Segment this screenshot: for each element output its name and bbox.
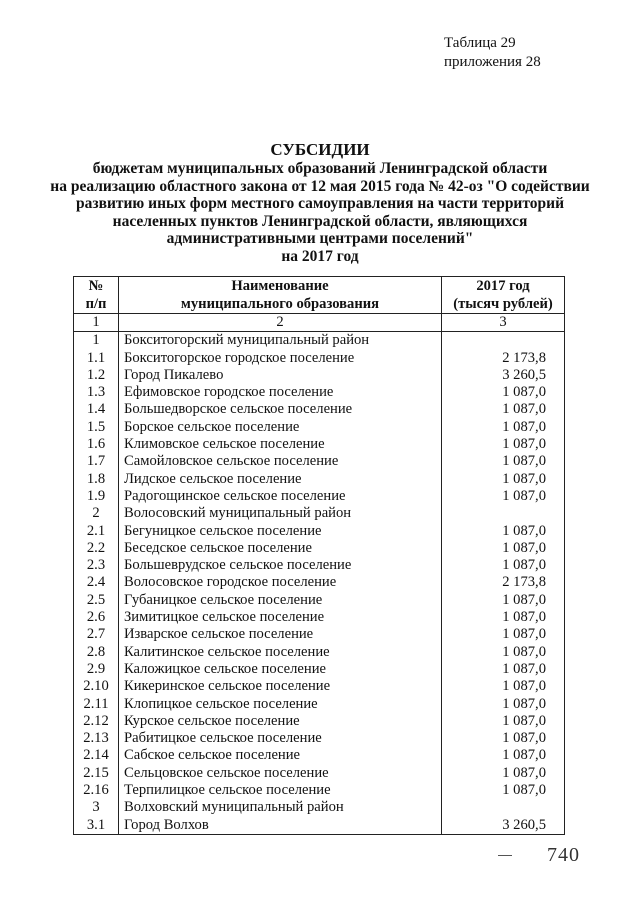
row-name: Сабское сельское поселение	[119, 747, 442, 764]
row-name: Волосовское городское поселение	[119, 574, 442, 591]
row-number: 2.6	[74, 609, 119, 626]
heading-line: на реализацию областного закона от 12 мая 2015 года № 42-оз "О содействии	[50, 177, 590, 195]
row-number: 2	[74, 505, 119, 522]
column-number: 1	[74, 314, 119, 332]
row-name: Бокситогорское городское поселение	[119, 350, 442, 367]
row-number: 2.12	[74, 713, 119, 730]
row-name: Рабитицкое сельское поселение	[119, 730, 442, 747]
row-value: 1 087,0	[442, 436, 565, 453]
column-number: 2	[119, 314, 442, 332]
row-number: 3	[74, 799, 119, 816]
row-number: 1.4	[74, 401, 119, 418]
row-name: Терпилицкое сельское поселение	[119, 782, 442, 799]
row-name: Радогощинское сельское поселение	[119, 488, 442, 505]
appendix-reference: приложения 28	[444, 54, 541, 70]
row-name: Бокситогорский муниципальный район	[119, 332, 442, 350]
row-name: Самойловское сельское поселение	[119, 453, 442, 470]
row-name: Город Пикалево	[119, 367, 442, 384]
row-number: 2.2	[74, 540, 119, 557]
row-value: 1 087,0	[442, 661, 565, 678]
row-name: Губаницкое сельское поселение	[119, 592, 442, 609]
row-name: Сельцовское сельское поселение	[119, 765, 442, 782]
table-row	[74, 626, 565, 643]
table-row	[74, 436, 565, 453]
table-reference	[444, 34, 541, 72]
header-name-line2: муниципального образования	[180, 296, 380, 312]
table-row	[74, 574, 565, 591]
table-row	[74, 730, 565, 747]
table-row	[74, 661, 565, 678]
page-number: 740	[547, 844, 580, 866]
row-value: 1 087,0	[442, 747, 565, 764]
row-number: 1.8	[74, 471, 119, 488]
table-row	[74, 644, 565, 661]
row-name: Зимитицкое сельское поселение	[119, 609, 442, 626]
document-heading	[40, 140, 600, 265]
row-value: 1 087,0	[442, 401, 565, 418]
row-value: 1 087,0	[442, 644, 565, 661]
table-row	[74, 332, 565, 350]
table-row	[74, 678, 565, 695]
table-header-row	[74, 277, 565, 314]
header-value-line1: 2017 год	[476, 278, 530, 294]
row-value: 1 087,0	[442, 765, 565, 782]
table-row	[74, 782, 565, 799]
row-value: 1 087,0	[442, 713, 565, 730]
table-row	[74, 350, 565, 367]
heading-line: бюджетам муниципальных образований Ленинградской области	[92, 160, 548, 177]
header-value-line2: (тысяч рублей)	[453, 296, 553, 312]
row-value: 2 173,8	[442, 574, 565, 591]
row-number: 2.16	[74, 782, 119, 799]
row-number: 2.1	[74, 523, 119, 540]
row-value: 1 087,0	[442, 609, 565, 626]
row-number: 1.6	[74, 436, 119, 453]
row-number: 1	[74, 332, 119, 350]
header-name	[119, 277, 442, 314]
table-row	[74, 557, 565, 574]
table-row	[74, 799, 565, 816]
header-value	[442, 277, 565, 314]
table-row	[74, 523, 565, 540]
table-row	[74, 453, 565, 470]
row-number: 2.11	[74, 696, 119, 713]
row-name: Борское сельское поселение	[119, 419, 442, 436]
row-name: Каложицкое сельское поселение	[119, 661, 442, 678]
row-value: 1 087,0	[442, 626, 565, 643]
table-row	[74, 765, 565, 782]
row-value: 2 173,8	[442, 350, 565, 367]
row-value: 1 087,0	[442, 384, 565, 401]
row-value: 1 087,0	[442, 592, 565, 609]
column-number-row	[74, 314, 565, 332]
row-name: Беседское сельское поселение	[119, 540, 442, 557]
header-num-line1: №	[88, 278, 104, 294]
row-value: 1 087,0	[442, 419, 565, 436]
table-row	[74, 817, 565, 835]
heading-line: на 2017 год	[281, 247, 359, 265]
row-number: 3.1	[74, 817, 119, 835]
row-number: 2.8	[74, 644, 119, 661]
row-number: 2.15	[74, 765, 119, 782]
heading-line: развитию иных форм местного самоуправления на части территорий	[75, 195, 565, 212]
table-row	[74, 540, 565, 557]
table-row	[74, 419, 565, 436]
row-name: Ефимовское городское поселение	[119, 384, 442, 401]
row-value: 1 087,0	[442, 523, 565, 540]
table-row	[74, 592, 565, 609]
header-num	[74, 277, 119, 314]
row-name: Курское сельское поселение	[119, 713, 442, 730]
row-name: Волосовский муниципальный район	[119, 505, 442, 522]
heading-line: населенных пунктов Ленинградской области, являющихся	[112, 212, 528, 230]
row-number: 1.9	[74, 488, 119, 505]
row-name: Большедворское сельское поселение	[119, 401, 442, 418]
table-row	[74, 609, 565, 626]
table-row	[74, 384, 565, 401]
table-row	[74, 713, 565, 730]
row-name: Город Волхов	[119, 817, 442, 835]
row-number: 1.7	[74, 453, 119, 470]
table-row	[74, 747, 565, 764]
row-number: 1.1	[74, 350, 119, 367]
row-value: 1 087,0	[442, 557, 565, 574]
table-body	[74, 314, 565, 835]
row-number: 2.3	[74, 557, 119, 574]
row-number: 2.5	[74, 592, 119, 609]
row-number: 2.9	[74, 661, 119, 678]
table-row	[74, 471, 565, 488]
row-value	[442, 332, 565, 350]
table-number: Таблица 29	[444, 35, 516, 51]
row-name: Волховский муниципальный район	[119, 799, 442, 816]
row-number: 2.7	[74, 626, 119, 643]
row-value: 3 260,5	[442, 817, 565, 835]
row-value: 3 260,5	[442, 367, 565, 384]
row-name: Климовское сельское поселение	[119, 436, 442, 453]
row-value: 1 087,0	[442, 782, 565, 799]
row-number: 1.2	[74, 367, 119, 384]
row-name: Изварское сельское поселение	[119, 626, 442, 643]
row-number: 2.13	[74, 730, 119, 747]
table-row	[74, 505, 565, 522]
table-row	[74, 401, 565, 418]
row-value: 1 087,0	[442, 453, 565, 470]
row-value	[442, 799, 565, 816]
row-number: 1.5	[74, 419, 119, 436]
row-value: 1 087,0	[442, 730, 565, 747]
subsidy-table	[73, 276, 565, 835]
table-row	[74, 488, 565, 505]
row-name: Калитинское сельское поселение	[119, 644, 442, 661]
row-value: 1 087,0	[442, 471, 565, 488]
heading-line: административными центрами поселений"	[166, 230, 474, 247]
row-number: 2.10	[74, 678, 119, 695]
header-num-line2: п/п	[85, 296, 107, 312]
row-name: Лидское сельское поселение	[119, 471, 442, 488]
table-row	[74, 367, 565, 384]
row-value: 1 087,0	[442, 696, 565, 713]
row-value	[442, 505, 565, 522]
row-number: 2.14	[74, 747, 119, 764]
row-number: 1.3	[74, 384, 119, 401]
row-value: 1 087,0	[442, 678, 565, 695]
row-name: Клопицкое сельское поселение	[119, 696, 442, 713]
row-value: 1 087,0	[442, 488, 565, 505]
row-number: 2.4	[74, 574, 119, 591]
row-name: Большеврудское сельское поселение	[119, 557, 442, 574]
row-name: Кикеринское сельское поселение	[119, 678, 442, 695]
table-row	[74, 696, 565, 713]
row-name: Бегуницкое сельское поселение	[119, 523, 442, 540]
column-number: 3	[442, 314, 565, 332]
row-value: 1 087,0	[442, 540, 565, 557]
page-title: СУБСИДИИ	[270, 140, 370, 159]
page-dash	[498, 855, 512, 856]
header-name-line1: Наименование	[231, 278, 329, 294]
